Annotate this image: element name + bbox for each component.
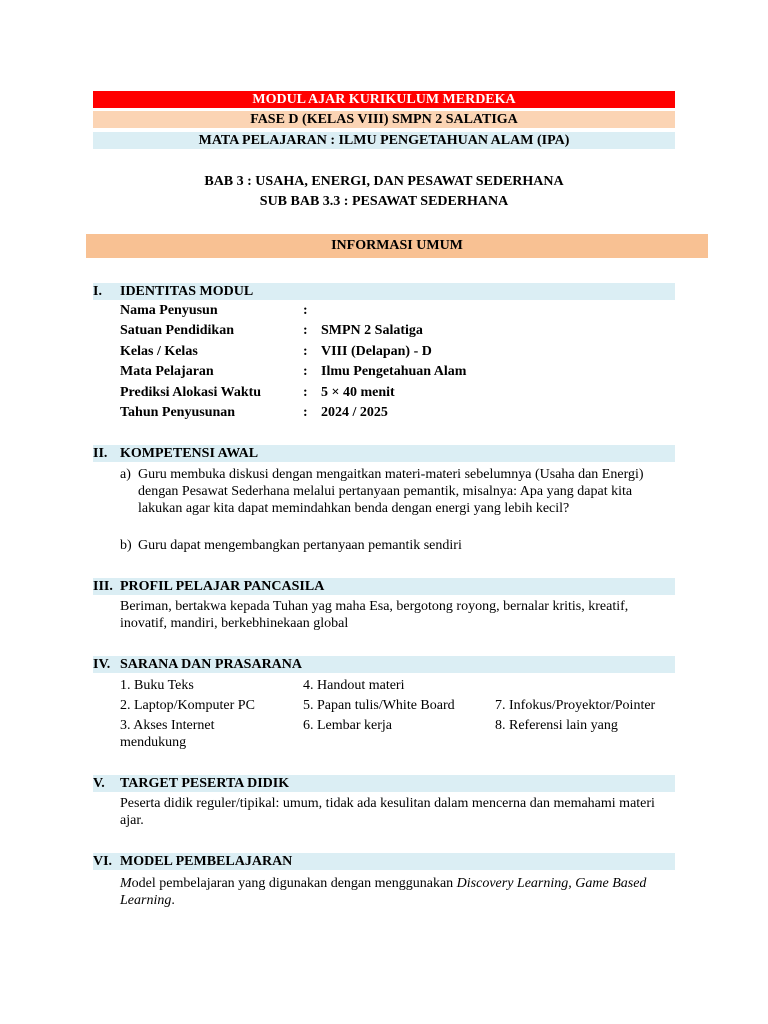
identity-row <box>120 403 680 423</box>
model-text <box>120 875 676 909</box>
facility-item: 3. Akses Internet mendukung <box>120 718 215 750</box>
section-title: MODEL PEMBELAJARAN <box>120 854 293 869</box>
identity-value: SMPN 2 Salatiga <box>321 323 423 338</box>
section-target-header <box>93 775 675 792</box>
section-number: IV. <box>93 657 111 672</box>
section-title: SARANA DAN PRASARANA <box>120 657 303 672</box>
section-number: VI. <box>93 854 113 869</box>
list-marker: a) <box>120 467 131 482</box>
model-methods: Discovery Learning, Game Based Learning <box>120 876 647 908</box>
facility-item: 7. Infokus/Proyektor/Pointer <box>495 698 656 713</box>
identity-colon: : <box>303 364 308 379</box>
facility-item: 8. Referensi lain yang <box>495 718 618 733</box>
model-initial: M <box>120 876 132 891</box>
section-title: TARGET PESERTA DIDIK <box>120 776 290 791</box>
model-body: odel pembelajaran yang digunakan dengan menggunakan <box>131 876 457 891</box>
list-marker: b) <box>120 538 132 553</box>
list-text: Guru dapat mengembangkan pertanyaan pemantik sendiri <box>138 538 462 553</box>
general-info-bar: INFORMASI UMUM <box>86 234 708 258</box>
identity-value: Ilmu Pengetahuan Alam <box>321 364 467 379</box>
identity-row <box>120 383 680 403</box>
chapter-title: BAB 3 : USAHA, ENERGI, DAN PESAWAT SEDERHANA <box>204 174 564 189</box>
section-title: PROFIL PELAJAR PANCASILA <box>120 579 325 594</box>
list-item <box>0 537 768 555</box>
list-item <box>0 466 768 536</box>
section-number: III. <box>93 579 113 594</box>
subject-bar: MATA PELAJARAN : ILMU PENGETAHUAN ALAM (IPA) <box>93 132 675 149</box>
identity-row <box>120 342 680 362</box>
target-text: Peserta didik reguler/tipikal: umum, tidak ada kesulitan dalam mencerna dan memahami materi ajar. <box>120 796 655 828</box>
facility-item: 1. Buku Teks <box>120 678 194 693</box>
identity-label: Nama Penyusun <box>120 303 218 318</box>
identity-row <box>120 301 680 321</box>
facility-item: 4. Handout materi <box>303 678 405 693</box>
model-suffix: . <box>171 893 175 908</box>
identity-value: 5 × 40 menit <box>321 385 395 400</box>
identity-value: VIII (Delapan) - D <box>321 344 432 359</box>
section-number: II. <box>93 446 108 461</box>
section-kompetensi-header <box>93 445 675 462</box>
subchapter-title: SUB BAB 3.3 : PESAWAT SEDERHANA <box>259 194 509 209</box>
identity-value: 2024 / 2025 <box>321 405 388 420</box>
section-sarana-header <box>93 656 675 673</box>
identity-colon: : <box>303 344 308 359</box>
identity-label: Prediksi Alokasi Waktu <box>120 385 262 400</box>
facility-item: 6. Lembar kerja <box>303 718 393 733</box>
section-number: I. <box>93 284 102 299</box>
identity-colon: : <box>303 323 308 338</box>
section-title: KOMPETENSI AWAL <box>120 446 259 461</box>
identity-label: Mata Pelajaran <box>120 364 214 379</box>
facility-item: 5. Papan tulis/White Board <box>303 698 455 713</box>
list-text: Guru membuka diskusi dengan mengaitkan materi-materi sebelumnya (Usaha dan Energi) dengan Pesawat Sederhana melalui pertanyaan pemantik, misalnya: Apa yang dapat kita lakukan agar kita dapat memindahkan benda dengan energi yang lebih kecil? <box>138 467 644 516</box>
identity-colon: : <box>303 303 308 318</box>
profil-text: Beriman, bertakwa kepada Tuhan yag maha Esa, bergotong royong, bernalar kritis, kreatif, inovatif, mandiri, berkebhinekaan global <box>120 599 629 631</box>
identity-row <box>120 321 680 341</box>
section-title: IDENTITAS MODUL <box>120 284 254 299</box>
facility-item: 2. Laptop/Komputer PC <box>120 698 255 713</box>
phase-bar: FASE D (KELAS VIII) SMPN 2 SALATIGA <box>93 111 675 128</box>
identity-colon: : <box>303 385 308 400</box>
identity-row <box>120 362 680 382</box>
identity-label: Satuan Pendidikan <box>120 323 234 338</box>
identity-colon: : <box>303 405 308 420</box>
section-identitas-header <box>93 283 675 300</box>
section-number: V. <box>93 776 105 791</box>
identity-label: Kelas / Kelas <box>120 344 198 359</box>
section-profil-header <box>93 578 675 595</box>
section-model-header <box>93 853 675 870</box>
identity-label: Tahun Penyusunan <box>120 405 236 420</box>
module-title-bar: MODUL AJAR KURIKULUM MERDEKA <box>93 91 675 108</box>
